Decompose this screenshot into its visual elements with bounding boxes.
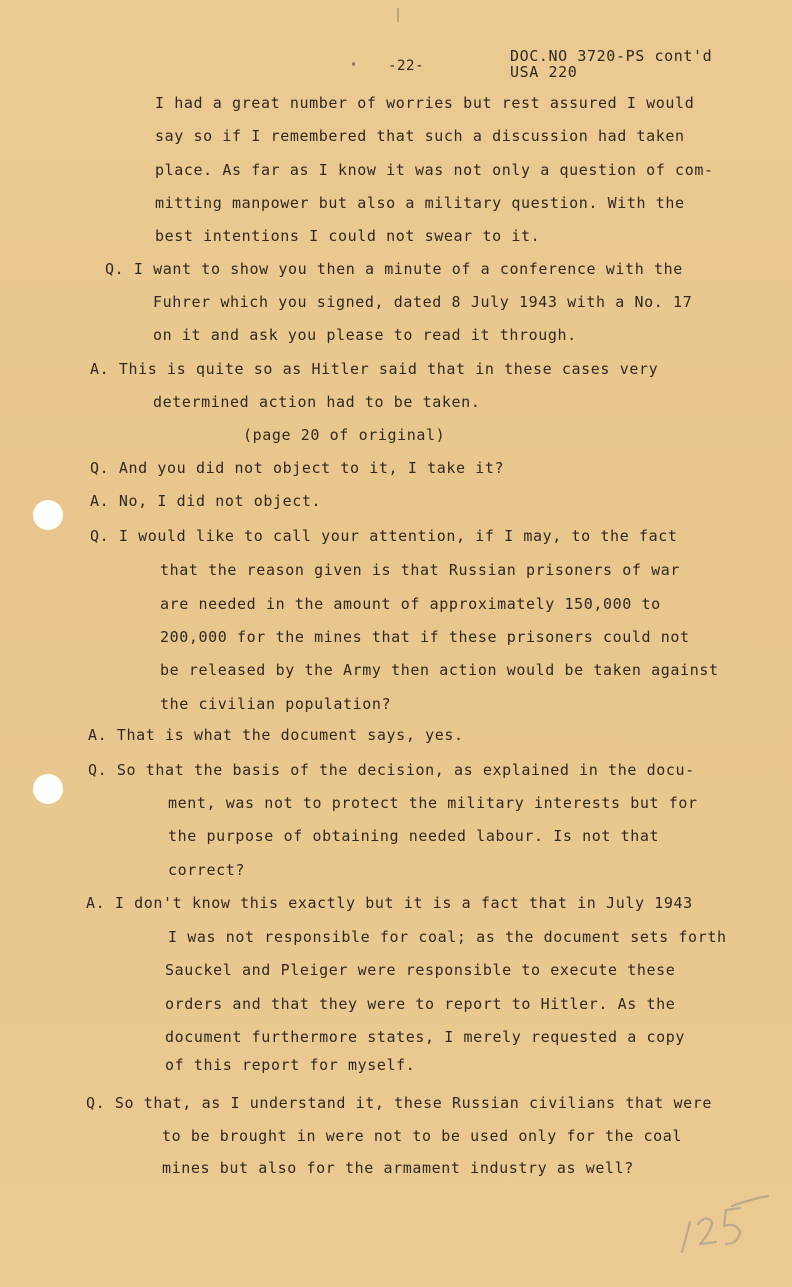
body-line: I was not responsible for coal; as the document sets forth [168, 928, 727, 946]
punch-hole-upper [33, 500, 63, 530]
exhibit-number: USA 220 [510, 63, 578, 81]
answer-line: A. This is quite so as Hitler said that in these cases very [90, 360, 659, 378]
body-line: 200,000 for the mines that if these prisoners could not [160, 628, 690, 646]
body-line: orders and that they were to report to Hitler. As the [165, 995, 676, 1013]
answer-line: A. No, I did not object. [90, 492, 322, 510]
body-line: I had a great number of worries but rest assured I would [155, 94, 695, 112]
question-line: Q. So that the basis of the decision, as explained in the docu- [88, 761, 695, 779]
question-line: Q. I would like to call your attention, if I may, to the fact [90, 527, 678, 545]
body-line: of this report for myself. [165, 1056, 416, 1074]
body-line: place. As far as I know it was not only a question of com- [155, 161, 714, 179]
body-line: best intentions I could not swear to it. [155, 227, 541, 245]
body-line: are needed in the amount of approximately 150,000 to [160, 595, 661, 613]
question-line: Q. And you did not object to it, I take it? [90, 459, 505, 477]
page-reference: (page 20 of original) [243, 426, 446, 444]
document-number: DOC.NO 3720-PS cont'd [510, 47, 713, 65]
handwritten-page-number [668, 1192, 778, 1262]
paper-mark [352, 62, 355, 66]
paper-mark [397, 8, 399, 22]
punch-hole-lower [33, 774, 63, 804]
body-line: mitting manpower but also a military question. With the [155, 194, 685, 212]
body-line: Fuhrer which you signed, dated 8 July 1943 with a No. 17 [153, 293, 693, 311]
answer-line: A. That is what the document says, yes. [88, 726, 464, 744]
body-line: Sauckel and Pleiger were responsible to execute these [165, 961, 676, 979]
body-line: mines but also for the armament industry as well? [162, 1159, 634, 1177]
body-line: correct? [168, 861, 246, 879]
answer-line: A. I don't know this exactly but it is a fact that in July 1943 [86, 894, 693, 912]
body-line: on it and ask you please to read it through. [153, 326, 577, 344]
body-line: to be brought in were not to be used only for the coal [162, 1127, 683, 1145]
question-line: Q. I want to show you then a minute of a conference with the [105, 260, 683, 278]
body-line: be released by the Army then action would be taken against [160, 661, 719, 679]
body-line: ment, was not to protect the military interests but for [168, 794, 698, 812]
body-line: determined action had to be taken. [153, 393, 481, 411]
page-number: -22- [388, 58, 425, 74]
body-line: say so if I remembered that such a discussion had taken [155, 127, 685, 145]
body-line: the civilian population? [160, 695, 392, 713]
body-line: that the reason given is that Russian prisoners of war [160, 561, 681, 579]
body-line: the purpose of obtaining needed labour. Is not that [168, 827, 660, 845]
body-line: document furthermore states, I merely requested a copy [165, 1028, 686, 1046]
question-line: Q. So that, as I understand it, these Russian civilians that were [86, 1094, 712, 1112]
